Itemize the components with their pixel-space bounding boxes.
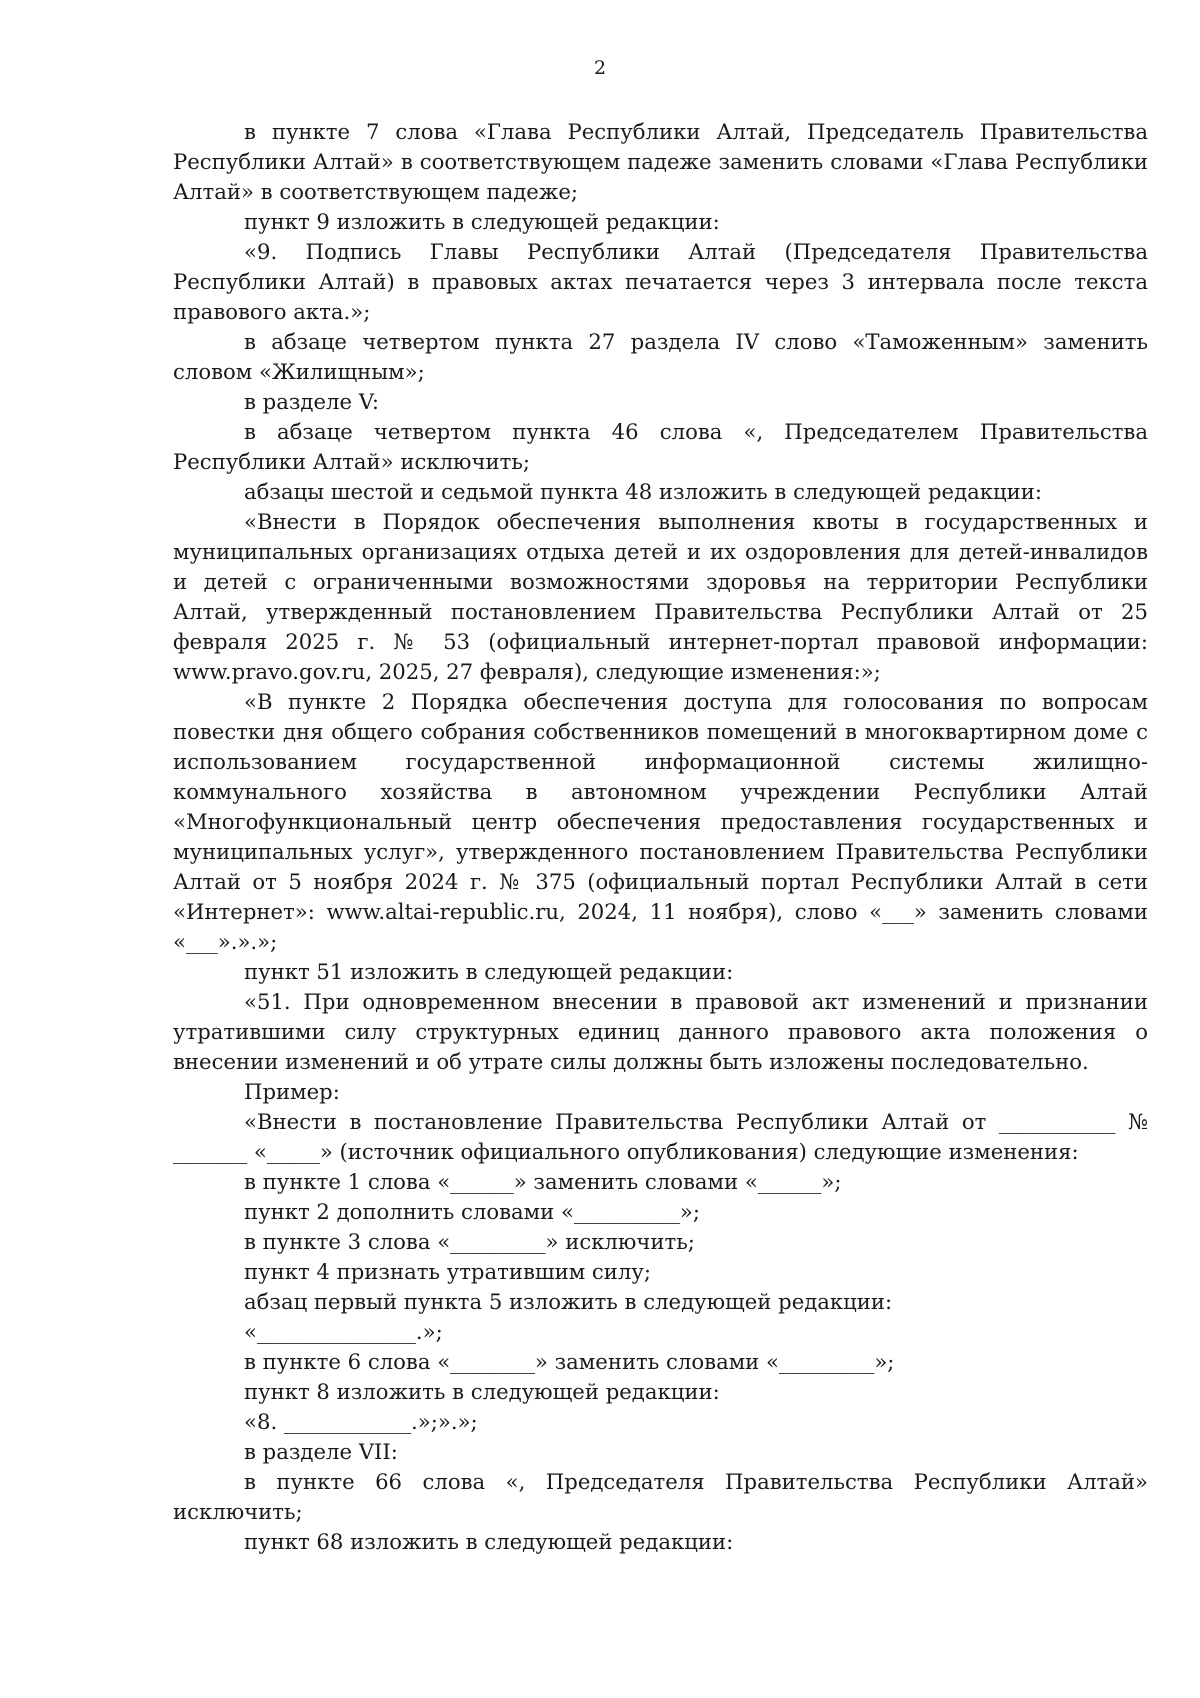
paragraph-7: абзацы шестой и седьмой пункта 48 изложить в следующей редакции:	[244, 479, 1043, 504]
paragraph-13: «Внести в постановление Правительства Республики Алтай от ___________ № _______ «_____» (источник официального опубликования) следующие изменения:	[173, 1109, 1148, 1164]
paragraph-18: абзац первый пункта 5 изложить в следующей редакции:	[244, 1289, 893, 1314]
paragraph-11: «51. При одновременном внесении в правовой акт изменений и признании утратившими силу структурных единиц данного правового акта положения о внесении изменений и об утрате силы должны быть изложены последовательно.	[173, 989, 1148, 1074]
paragraph-5: в разделе V:	[244, 389, 380, 414]
paragraph-25: пункт 68 изложить в следующей редакции:	[244, 1529, 734, 1554]
paragraph-10: пункт 51 изложить в следующей редакции:	[244, 959, 734, 984]
paragraph-22: «8. ____________.»;».»;	[244, 1409, 478, 1434]
paragraph-14: в пункте 1 слова «______» заменить словами «______»;	[244, 1169, 842, 1194]
paragraph-1: в пункте 7 слова «Глава Республики Алтай, Председатель Правительства Республики Алтай» в соответствующем падеже заменить словами «Глава Республики Алтай» в соответствующем падеже;	[173, 119, 1148, 204]
paragraph-23: в разделе VII:	[244, 1439, 398, 1464]
paragraph-12: Пример:	[244, 1079, 340, 1104]
paragraph-20: в пункте 6 слова «________» заменить словами «_________»;	[244, 1349, 895, 1374]
paragraph-9: «В пункте 2 Порядка обеспечения доступа для голосования по вопросам повестки дня общего собрания собственников помещений в многоквартирном доме с использованием государственной информационной системы жилищно-коммунального хозяйства в автономном учреждении Республики Алтай «Многофункциональный центр обеспечения предоставления государственных и муниципальных услуг», утвержденного постановлением Правительства Республики Алтай от 5 ноября 2024 г. № 375 (официальный портал Республики Алтай в сети «Интернет»: www.altai-republic.ru, 2024, 11 ноября), слово «___» заменить словами «___».».»;	[173, 689, 1148, 954]
paragraph-4: в абзаце четвертом пункта 27 раздела IV слово «Таможенным» заменить словом «Жилищным»;	[173, 329, 1148, 384]
document-body	[173, 117, 1148, 1557]
paragraph-16: в пункте 3 слова «_________» исключить;	[244, 1229, 695, 1254]
paragraph-2: пункт 9 изложить в следующей редакции:	[244, 209, 720, 234]
paragraph-21: пункт 8 изложить в следующей редакции:	[244, 1379, 720, 1404]
paragraph-6: в абзаце четвертом пункта 46 слова «, Председателем Правительства Республики Алтай» исключить;	[173, 419, 1148, 474]
paragraph-17: пункт 4 признать утратившим силу;	[244, 1259, 651, 1284]
paragraph-8: «Внести в Порядок обеспечения выполнения квоты в государственных и муниципальных организациях отдыха детей и их оздоровления для детей-инвалидов и детей с ограниченными возможностями здоровья на территории Республики Алтай, утвержденный постановлением Правительства Республики Алтай от 25 февраля 2025 г. № 53 (официальный интернет-портал правовой информации: www.pravo.gov.ru, 2025, 27 февраля), следующие изменения:»;	[173, 509, 1148, 684]
paragraph-15: пункт 2 дополнить словами «__________»;	[244, 1199, 700, 1224]
paragraph-19: «_______________.»;	[244, 1319, 443, 1344]
page-number: 2	[593, 57, 607, 79]
paragraph-24: в пункте 66 слова «, Председателя Правительства Республики Алтай» исключить;	[173, 1469, 1148, 1524]
paragraph-3: «9. Подпись Главы Республики Алтай (Председателя Правительства Республики Алтай) в правовых актах печатается через 3 интервала после текста правового акта.»;	[173, 239, 1148, 324]
